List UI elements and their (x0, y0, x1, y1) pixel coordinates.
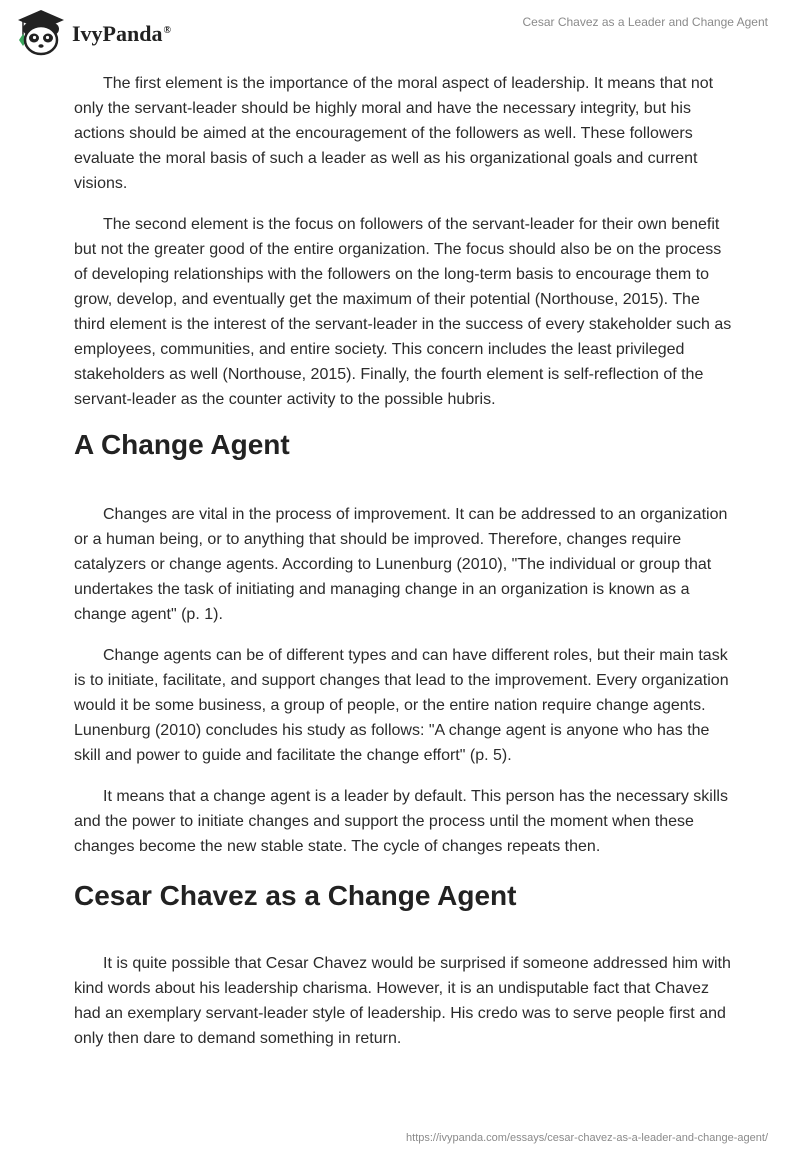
registered-mark: ® (163, 24, 171, 36)
paragraph: It is quite possible that Cesar Chavez would be surprised if someone addressed him with kind words about his leadership charisma. However, it is an undisputable fact that Chavez had an exemplary servant-leader style of leadership. His credo was to serve people first and only then dare to demand something in return. (74, 955, 731, 1047)
panda-graduate-icon (14, 8, 68, 58)
paragraph: The second element is the focus on followers of the servant-leader for their own benefit but not the greater good of the entire organization. The focus should also be on the process of developing relationships with the followers on the long-term basis to encourage them to grow, develop, and eventually get the maximum of their potential (Northouse, 2015). The third element is the interest of the servant-leader in the success of every stakeholder such as employees, communities, and entire society. This concern includes the least privileged stakeholders as well (Northouse, 2015). Finally, the fourth element is self-reflection of the servant-leader as the counter activity to the possible hubris. (74, 216, 732, 408)
section-heading-chavez: Cesar Chavez as a Change Agent (74, 880, 517, 911)
paragraph: It means that a change agent is a leader by default. This person has the necessary skills and the power to initiate changes and support the process until the moment when these changes become the new stable state. The cycle of changes repeats then. (74, 788, 728, 855)
paragraph: The first element is the importance of the moral aspect of leadership. It means that not only the servant-leader should be highly moral and have the necessary integrity, but his actions should be aimed at the encouragement of the followers as well. These followers evaluate the moral basis of such a leader as well as his organizational goals and current visions. (74, 75, 714, 192)
paragraph: Changes are vital in the process of improvement. It can be addressed to an organization or a human being, or to anything that should be improved. Therefore, changes require catalyzers or change agents. According to Lunenburg (2010), "The individual or group that undertakes the task of initiating and managing change in an organization is known as a change agent" (p. 1). (74, 506, 728, 623)
paragraph: Change agents can be of different types and can have different roles, but their main task is to initiate, facilitate, and support changes that lead to the improvement. Every organization would it be some business, a group of people, or the entire nation require change agents. Lunenburg (2010) concludes his study as follows: "A change agent is anyone who has the skill and power to guide and facilitate the change effort" (p. 5). (74, 647, 729, 764)
essay-body (74, 71, 734, 1067)
brand-name-text: IvyPanda (72, 21, 163, 46)
section-heading-change-agent: A Change Agent (74, 429, 290, 460)
source-url[interactable]: https://ivypanda.com/essays/cesar-chavez-as-a-leader-and-change-agent/ (406, 1132, 768, 1144)
running-title: Cesar Chavez as a Leader and Change Agent (522, 15, 768, 29)
brand-name (72, 21, 171, 47)
brand-logo[interactable] (14, 8, 171, 58)
